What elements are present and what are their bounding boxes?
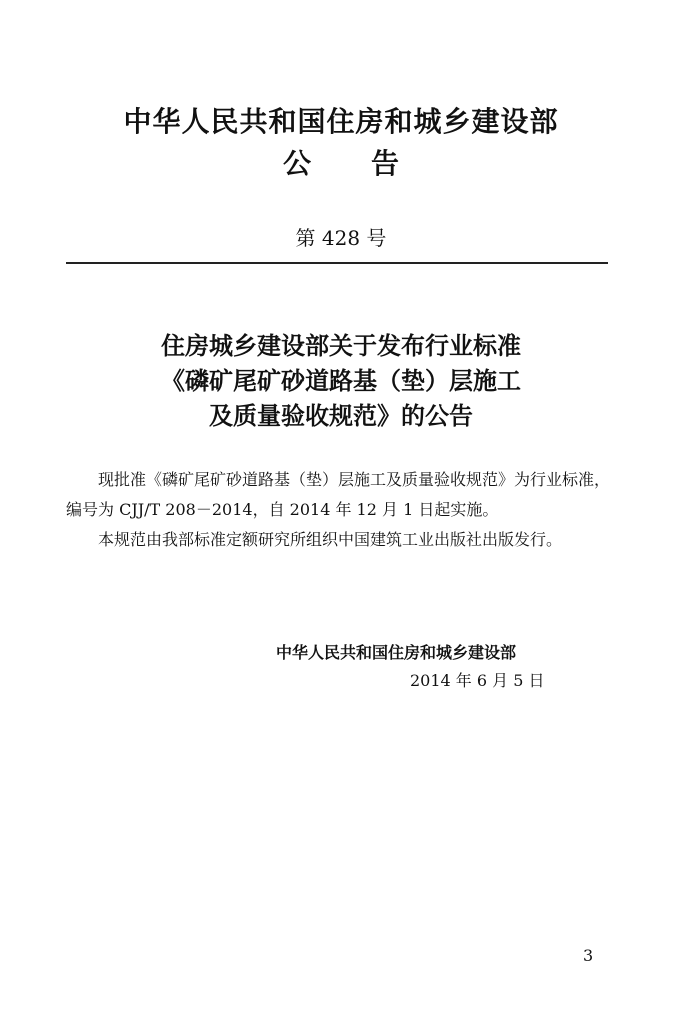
header-divider [66,262,608,264]
signature-date: 2014 年 6 月 5 日 [410,671,545,690]
document-title-line: 住房城乡建设部关于发布行业标准 [161,331,521,360]
issuer-title: 中华人民共和国住房和城乡建设部 [123,105,559,138]
signature-issuer: 中华人民共和国住房和城乡建设部 [276,643,517,662]
document-title-line: 《磷矿尾矿砂道路基（垫）层施工 [161,366,521,395]
notice-body [66,465,610,555]
body-paragraph: 本规范由我部标准定额研究所组织中国建筑工业出版社出版发行。 [98,530,563,549]
document-title [0,328,682,433]
notice-number: 第 428 号 [295,226,387,250]
document-title-line: 及质量验收规范》的公告 [209,401,473,430]
page-number: 3 [583,946,594,965]
notice-heading: 公告 [282,147,459,180]
body-paragraph: 现批准《磷矿尾矿砂道路基（垫）层施工及质量验收规范》为行业标准，编号为 CJJ/T 208－2014，自 2014 年 12 月 1 日起实施。 [66,470,611,519]
